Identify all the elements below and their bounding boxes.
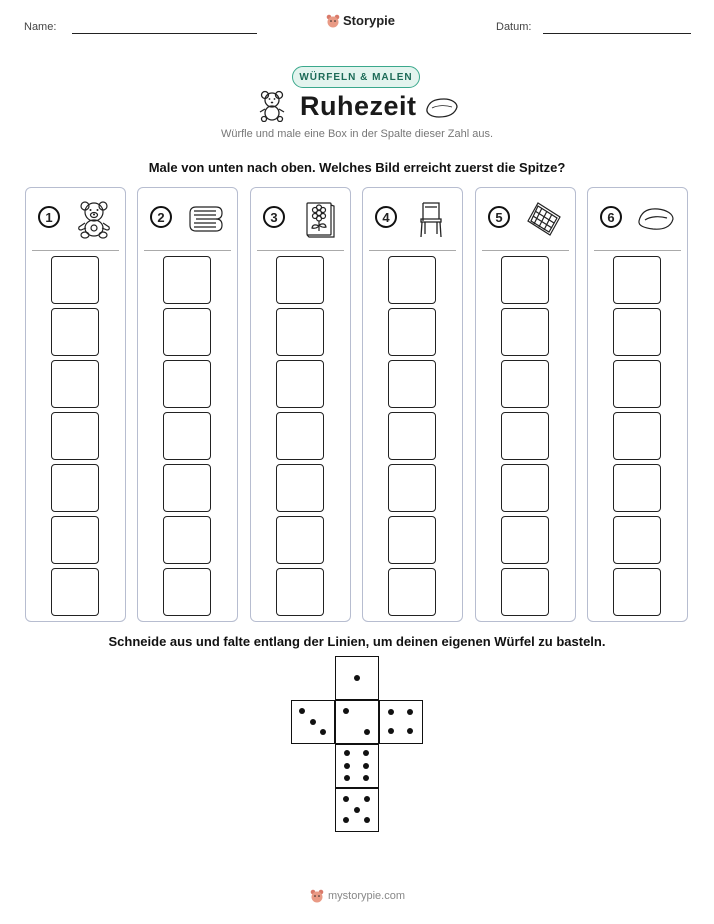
die-pip [363, 750, 369, 756]
color-box[interactable] [501, 412, 549, 460]
name-label: Name: [24, 21, 57, 33]
die-face [335, 744, 379, 788]
die-pip [343, 708, 349, 714]
die-pip [344, 763, 350, 769]
die-face [335, 700, 379, 744]
die-face [379, 700, 423, 744]
die-face [335, 788, 379, 832]
chair-icon [411, 199, 451, 239]
pillow-icon [424, 97, 460, 119]
die-face [291, 700, 335, 744]
column-header [369, 188, 456, 251]
color-box[interactable] [163, 412, 211, 460]
color-box[interactable] [163, 256, 211, 304]
column-header [32, 188, 119, 251]
die-pip [343, 796, 349, 802]
storybook-icon [299, 199, 339, 239]
brand-name: Storypie [343, 13, 396, 28]
color-box[interactable] [51, 360, 99, 408]
color-box[interactable] [51, 464, 99, 512]
color-box[interactable] [388, 568, 436, 616]
color-box[interactable] [276, 308, 324, 356]
color-box[interactable] [163, 360, 211, 408]
color-box[interactable] [613, 516, 661, 564]
color-box[interactable] [163, 464, 211, 512]
color-box[interactable] [501, 360, 549, 408]
die-pip [363, 763, 369, 769]
color-box[interactable] [276, 516, 324, 564]
column-1 [25, 187, 126, 622]
die-pip [407, 728, 413, 734]
page-title: Ruhezeit [300, 91, 417, 121]
color-box[interactable] [276, 360, 324, 408]
color-box[interactable] [163, 516, 211, 564]
column-number: 5 [488, 206, 510, 228]
color-box[interactable] [501, 568, 549, 616]
color-box[interactable] [51, 568, 99, 616]
instruction-text: Male von unten nach oben. Welches Bild erreicht zuerst die Spitze? [148, 160, 566, 175]
color-box[interactable] [51, 516, 99, 564]
column-3 [250, 187, 351, 622]
color-box[interactable] [613, 360, 661, 408]
die-pip [343, 817, 349, 823]
color-box[interactable] [276, 568, 324, 616]
color-box[interactable] [501, 308, 549, 356]
category-badge: WÜRFELN & MALEN [292, 66, 420, 88]
die-pip [320, 729, 326, 735]
color-box[interactable] [51, 308, 99, 356]
color-box[interactable] [276, 412, 324, 460]
color-box[interactable] [163, 568, 211, 616]
color-box[interactable] [388, 308, 436, 356]
color-box[interactable] [613, 412, 661, 460]
die-face [335, 656, 379, 700]
footer-url: mystorypie.com [328, 890, 406, 902]
die-pip [363, 775, 369, 781]
die-pip [310, 719, 316, 725]
die-pip [354, 675, 360, 681]
column-6 [587, 187, 688, 622]
folded-blanket-icon [186, 199, 226, 239]
color-box[interactable] [388, 464, 436, 512]
column-header [257, 188, 344, 251]
subtitle: Würfle und male eine Box in der Spalte dieser Zahl aus. [220, 128, 494, 140]
color-box[interactable] [613, 464, 661, 512]
column-header [594, 188, 681, 251]
die-pip [364, 729, 370, 735]
color-box[interactable] [51, 412, 99, 460]
color-box[interactable] [163, 308, 211, 356]
color-box[interactable] [501, 464, 549, 512]
column-number: 2 [150, 206, 172, 228]
color-box[interactable] [276, 256, 324, 304]
column-2 [137, 187, 238, 622]
bear-logo-icon [326, 14, 340, 28]
mattress-icon [524, 199, 564, 239]
die-pip [364, 796, 370, 802]
color-box[interactable] [613, 568, 661, 616]
color-box[interactable] [51, 256, 99, 304]
bear-logo-icon [310, 889, 324, 903]
die-pip [388, 709, 394, 715]
color-box[interactable] [501, 256, 549, 304]
date-label: Datum: [496, 21, 532, 33]
die-pip [344, 775, 350, 781]
column-number: 3 [263, 206, 285, 228]
column-header [482, 188, 569, 251]
die-pip [364, 817, 370, 823]
column-number: 4 [375, 206, 397, 228]
date-line [543, 33, 691, 34]
color-box[interactable] [388, 516, 436, 564]
color-box[interactable] [613, 308, 661, 356]
die-pip [354, 807, 360, 813]
brand-logo [326, 13, 395, 28]
cut-instruction-text: Schneide aus und falte entlang der Linien, um deinen eigenen Würfel zu basteln. [108, 634, 606, 649]
teddy-bear-icon [74, 199, 114, 239]
column-number: 6 [600, 206, 622, 228]
color-box[interactable] [388, 360, 436, 408]
teddy-bear-icon [257, 90, 287, 122]
column-number: 1 [38, 206, 60, 228]
name-line [72, 33, 257, 34]
footer [310, 889, 405, 903]
color-box[interactable] [613, 256, 661, 304]
color-box[interactable] [388, 412, 436, 460]
color-box[interactable] [276, 464, 324, 512]
die-pip [407, 709, 413, 715]
column-4 [362, 187, 463, 622]
color-box[interactable] [388, 256, 436, 304]
column-header [144, 188, 231, 251]
die-pip [299, 708, 305, 714]
color-box[interactable] [501, 516, 549, 564]
die-pip [344, 750, 350, 756]
column-5 [475, 187, 576, 622]
pillow-icon [636, 199, 676, 239]
die-pip [388, 728, 394, 734]
